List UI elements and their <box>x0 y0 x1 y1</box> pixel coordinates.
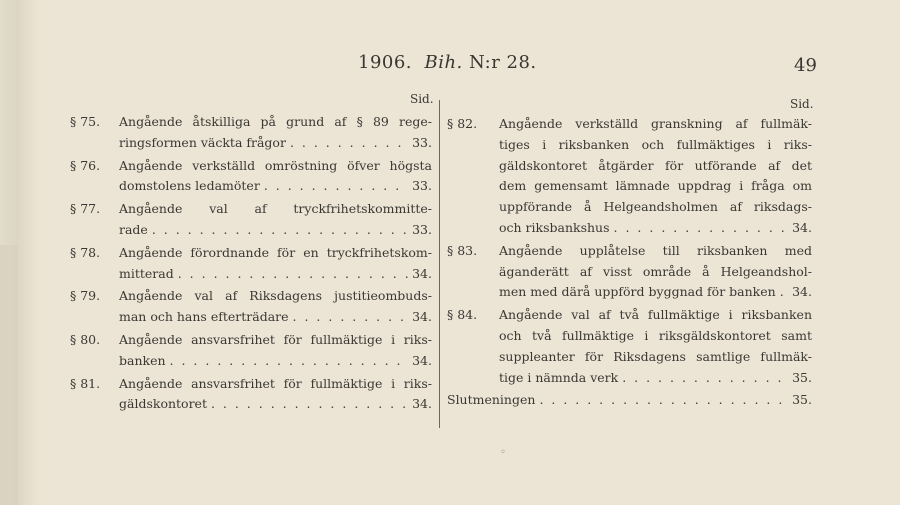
entry-text-line: tige i nämnda verk <box>499 369 619 385</box>
section-number: § 80. <box>70 331 101 347</box>
entry-text-line: man och hans efterträdare <box>119 309 289 325</box>
entry-text-line: tiges i riksbanken och fullmäktiges i riks- <box>499 136 812 152</box>
dot-leader <box>776 282 788 303</box>
entry-text-line: Angående verkställd granskning af fullmäk- <box>499 116 812 131</box>
entry-text-line: Angående val af Riksdagens justitieombuds- <box>119 288 432 304</box>
entry-text-line: banken <box>119 352 166 368</box>
dot-leader <box>535 390 788 411</box>
entry-page-number: 34. <box>792 219 812 235</box>
toc-entry <box>70 330 432 372</box>
toc-entry <box>447 241 812 303</box>
entry-page-number: 34. <box>412 396 432 412</box>
entry-text-line: Angående ansvarsfrihet för fullmäktige i riks- <box>119 331 432 347</box>
entry-text-line: uppförande å Helgeandsholmen af riksdags- <box>499 199 812 215</box>
header-year: 1906. <box>358 52 413 73</box>
toc-entry <box>70 156 432 198</box>
section-number: § 78. <box>70 244 101 260</box>
entry-page-number: 34. <box>792 284 812 300</box>
entry-page-number: 34. <box>412 352 432 368</box>
dot-leader <box>174 264 408 285</box>
section-number: § 82. <box>447 116 478 131</box>
toc-entry <box>70 112 432 154</box>
toc-entry <box>70 243 432 285</box>
sid-label-right: Sid. <box>790 97 814 111</box>
entry-text-line: mitterad <box>119 265 174 281</box>
header-number: N:r 28. <box>469 52 537 73</box>
section-number: § 75. <box>70 114 101 129</box>
entry-page-number: 33. <box>412 221 432 237</box>
page-edge-shadow <box>0 245 18 505</box>
entry-page-number: 35. <box>792 392 812 408</box>
sid-label-left: Sid. <box>410 92 434 106</box>
entry-text-line: gäldskontoret <box>119 396 207 412</box>
section-number: § 76. <box>70 157 101 173</box>
entry-text-line: dem gemensamt lämnade uppdrag i fråga om <box>499 178 812 194</box>
running-header <box>358 52 537 73</box>
dot-leader <box>166 351 409 372</box>
entry-text-line: ringsformen väckta frågor <box>119 134 286 150</box>
entry-page-number: 34. <box>412 265 432 281</box>
section-number: § 77. <box>70 201 101 217</box>
column-divider <box>439 100 440 428</box>
entry-text-line: Angående ansvarsfrihet för fullmäktige i riks- <box>119 375 432 391</box>
dot-leader <box>610 218 789 239</box>
section-number: § 83. <box>447 242 478 258</box>
toc-entry <box>447 305 812 388</box>
toc-left-column <box>70 112 432 415</box>
entry-page-number: 33. <box>412 178 432 194</box>
entry-text-line: Angående åtskilliga på grund af § 89 rege- <box>119 114 432 129</box>
entry-text-line: rade <box>119 221 148 237</box>
entry-text-line: och två fullmäktige i riksgäldskontoret samt <box>499 327 812 343</box>
dot-leader <box>618 368 788 389</box>
entry-page-number: 35. <box>792 369 812 385</box>
entry-text-line: Angående val af två fullmäktige i riksbanken <box>499 307 812 323</box>
toc-entry <box>447 114 812 239</box>
dot-leader <box>260 176 408 197</box>
toc-entry <box>447 390 812 411</box>
section-number: § 79. <box>70 288 101 304</box>
paper-speck: ◦ <box>500 447 506 458</box>
entry-page-number: 34. <box>412 309 432 325</box>
dot-leader <box>289 307 409 328</box>
toc-entry <box>70 286 432 328</box>
dot-leader <box>148 220 408 241</box>
section-number: § 84. <box>447 307 478 323</box>
entry-text-line: äganderätt af visst område å Helgeandshol- <box>499 263 812 279</box>
section-number: § 81. <box>70 375 101 391</box>
entry-text-line: Angående upplåtelse till riksbanken med <box>499 242 812 258</box>
entry-page-number: 33. <box>412 134 432 150</box>
entry-text-line: domstolens ledamöter <box>119 178 260 194</box>
dot-leader <box>286 133 408 154</box>
entry-text-line: Angående förordnande för en tryckfrihetskom- <box>119 244 432 260</box>
entry-text-line: Angående verkställd omröstning öfver högsta <box>119 157 432 173</box>
entry-text-line: suppleanter för Riksdagens samtlige fullmäk- <box>499 348 812 364</box>
entry-text-line: men med därå uppförd byggnad för banken <box>499 284 776 300</box>
toc-entry <box>70 374 432 416</box>
entry-text-line: och riksbankshus <box>499 219 610 235</box>
toc-right-column <box>447 114 812 411</box>
header-bih: Bih. <box>424 52 463 73</box>
entry-text-line: Angående val af tryckfrihetskommitte- <box>119 201 432 217</box>
entry-text-line: gäldskontoret åtgärder för utförande af det <box>499 157 812 173</box>
toc-entry <box>70 199 432 241</box>
dot-leader <box>207 394 408 415</box>
entry-text-line: Slutmeningen <box>447 392 536 408</box>
page-number: 49 <box>794 55 817 76</box>
